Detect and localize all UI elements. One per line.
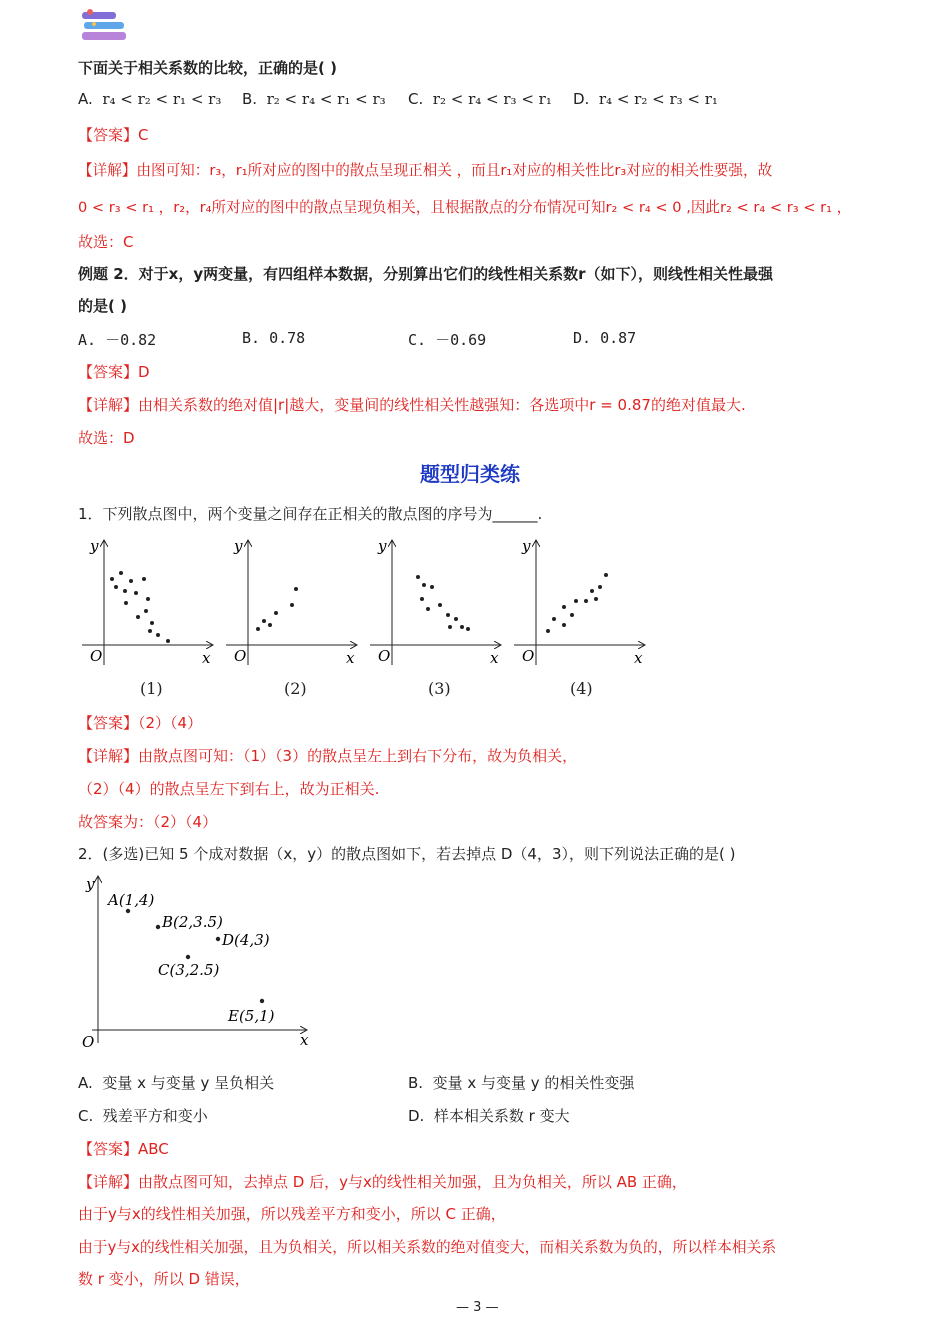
- point-a: [126, 909, 130, 913]
- point-e: [260, 999, 264, 1003]
- axis-x-label: x: [346, 649, 355, 667]
- axis-x-label: x: [202, 649, 211, 667]
- q1-stem-line2: 的是( ): [78, 297, 127, 315]
- scatter-plot-3: [370, 537, 500, 667]
- option-text: 变量 x 与变量 y 的相关性变强: [432, 1074, 635, 1092]
- q0-answer: 【答案】C: [78, 126, 149, 144]
- origin-label: O: [82, 1033, 95, 1051]
- option-text: r₄ < r₂ < r₁ < r₃: [102, 90, 222, 108]
- p2-explain-line2: 由于y与x的线性相关加强，所以残差平方和变小，所以 C 正确，: [78, 1205, 506, 1223]
- q1-option-b[interactable]: [242, 329, 305, 347]
- q1-option-d[interactable]: [573, 329, 636, 347]
- axis-x-label: x: [300, 1031, 309, 1049]
- p1-scatter-plots: [78, 535, 658, 675]
- point-label-e: E(5,1): [228, 1007, 275, 1025]
- q1-stem-line1: 例题 2．对于x，y两变量，有四组样本数据，分别算出它们的线性相关系数r（如下），则线性相关性最强: [78, 265, 774, 283]
- p2-stem: 2．(多选)已知 5 个成对数据（x，y）的散点图如下，若去掉点 D（4，3），则下列说法正确的是( ): [78, 845, 736, 863]
- origin-label: O: [90, 647, 103, 665]
- q1-conclusion: 故选：D: [78, 429, 135, 447]
- point-d: [216, 937, 220, 941]
- point-c: [186, 955, 190, 959]
- p1-stem: 1．下列散点图中，两个变量之间存在正相关的散点图的序号为______.: [78, 505, 543, 523]
- q0-explain-line2: 0 < r₃ < r₁ ，r₂，r₄所对应的图中的散点呈现负相关，且根据散点的分布情况可知r₂ < r₄ < 0 ,因此r₂ < r₄ < r₃ < r₁ ，: [78, 199, 852, 216]
- option-text: 0.87: [600, 329, 637, 347]
- q0-conclusion: 故选：C: [78, 233, 134, 251]
- axis-y-label: y: [378, 537, 387, 555]
- axis-x-label: x: [490, 649, 499, 667]
- option-label: B.: [408, 1074, 424, 1092]
- option-label: A.: [78, 331, 97, 349]
- origin-label: O: [522, 647, 535, 665]
- p2-option-d[interactable]: [408, 1105, 570, 1126]
- axis-y-label: y: [86, 875, 95, 893]
- header-logo: [80, 8, 132, 48]
- p2-scatter-plot: [78, 873, 328, 1053]
- option-text: r₂ < r₄ < r₃ < r₁: [432, 90, 552, 108]
- q0-stem: 下面关于相关系数的比较，正确的是( ): [78, 59, 337, 77]
- q0-option-d[interactable]: [573, 90, 718, 108]
- origin-label: O: [378, 647, 391, 665]
- scatter-plot-2: [226, 537, 356, 667]
- p2-explain-line1: 【详解】由散点图可知，去掉点 D 后，y与x的线性相关加强，且为负相关，所以 AB 正确，: [78, 1173, 687, 1191]
- option-text: 样本相关系数 r 变大: [433, 1107, 570, 1125]
- scatter-plot-4: [514, 537, 644, 667]
- option-label: C.: [78, 1107, 94, 1125]
- point-label-b: B(2,3.5): [162, 913, 223, 931]
- point-label-d: D(4,3): [222, 931, 270, 949]
- q1-explain: 【详解】由相关系数的绝对值|r|越大，变量间的线性相关性越强知：各选项中r = 0.87的绝对值最大.: [78, 396, 746, 414]
- option-text: 变量 x 与变量 y 呈负相关: [102, 1074, 275, 1092]
- p2-option-b[interactable]: [408, 1072, 634, 1093]
- point-b: [156, 925, 160, 929]
- p1-caption-1: (1): [140, 679, 163, 698]
- p1-explain-line1: 【详解】由散点图可知：（1）（3）的散点呈左上到右下分布，故为负相关，: [78, 747, 578, 765]
- section-title: 题型归类练: [420, 462, 520, 486]
- q0-option-a[interactable]: [78, 90, 221, 108]
- q0-option-c[interactable]: [408, 90, 552, 108]
- option-label: A.: [78, 90, 93, 108]
- option-label: D.: [408, 1107, 425, 1125]
- option-text: －0.82: [105, 331, 157, 349]
- option-label: C.: [408, 331, 427, 349]
- option-text: r₂ < r₄ < r₁ < r₃: [266, 90, 386, 108]
- q1-answer: 【答案】D: [78, 363, 150, 381]
- p1-explain-line2: （2）（4）的散点呈左下到右上，故为正相关.: [78, 780, 380, 798]
- p1-caption-4: (4): [570, 679, 593, 698]
- axis-x-label: x: [634, 649, 643, 667]
- point-label-c: C(3,2.5): [158, 961, 220, 979]
- axis-y-label: y: [522, 537, 531, 555]
- p1-caption-3: (3): [428, 679, 451, 698]
- origin-label: O: [234, 647, 247, 665]
- p2-answer: 【答案】ABC: [78, 1140, 169, 1158]
- p1-caption-2: (2): [284, 679, 307, 698]
- q0-explain-line1: 【详解】由图可知：r₃，r₁所对应的图中的散点呈现正相关 ，而且r₁对应的相关性比r₃对应的相关性要强，故: [78, 162, 773, 179]
- option-label: C.: [408, 90, 424, 108]
- axis-y-label: y: [90, 537, 99, 555]
- p2-option-c[interactable]: [78, 1105, 208, 1126]
- p2-explain-line4: 数 r 变小，所以 D 错误，: [78, 1270, 250, 1288]
- p1-conclusion: 故答案为：（2）（4）: [78, 813, 218, 831]
- p2-explain-line3: 由于y与x的线性相关加强，且为负相关，所以相关系数的绝对值变大，而相关系数为负的，所以样本相关系: [78, 1239, 777, 1256]
- option-text: 0.78: [269, 329, 306, 347]
- q1-option-c[interactable]: [408, 329, 486, 350]
- option-text: －0.69: [435, 331, 487, 349]
- option-label: D.: [573, 90, 590, 108]
- point-label-a: A(1,4): [108, 891, 155, 909]
- p1-answer: 【答案】（2）（4）: [78, 714, 203, 732]
- page-number: — 3 —: [456, 1300, 499, 1315]
- option-text: 残差平方和变小: [102, 1107, 208, 1125]
- option-text: r₄ < r₂ < r₃ < r₁: [598, 90, 718, 108]
- option-label: D.: [573, 329, 592, 347]
- p2-option-a[interactable]: [78, 1072, 274, 1093]
- option-label: B.: [242, 90, 258, 108]
- option-label: B.: [242, 329, 261, 347]
- axis-y-label: y: [234, 537, 243, 555]
- q1-option-a[interactable]: [78, 329, 156, 350]
- scatter-plot-1: [82, 537, 212, 667]
- option-label: A.: [78, 1074, 93, 1092]
- q0-option-b[interactable]: [242, 90, 386, 108]
